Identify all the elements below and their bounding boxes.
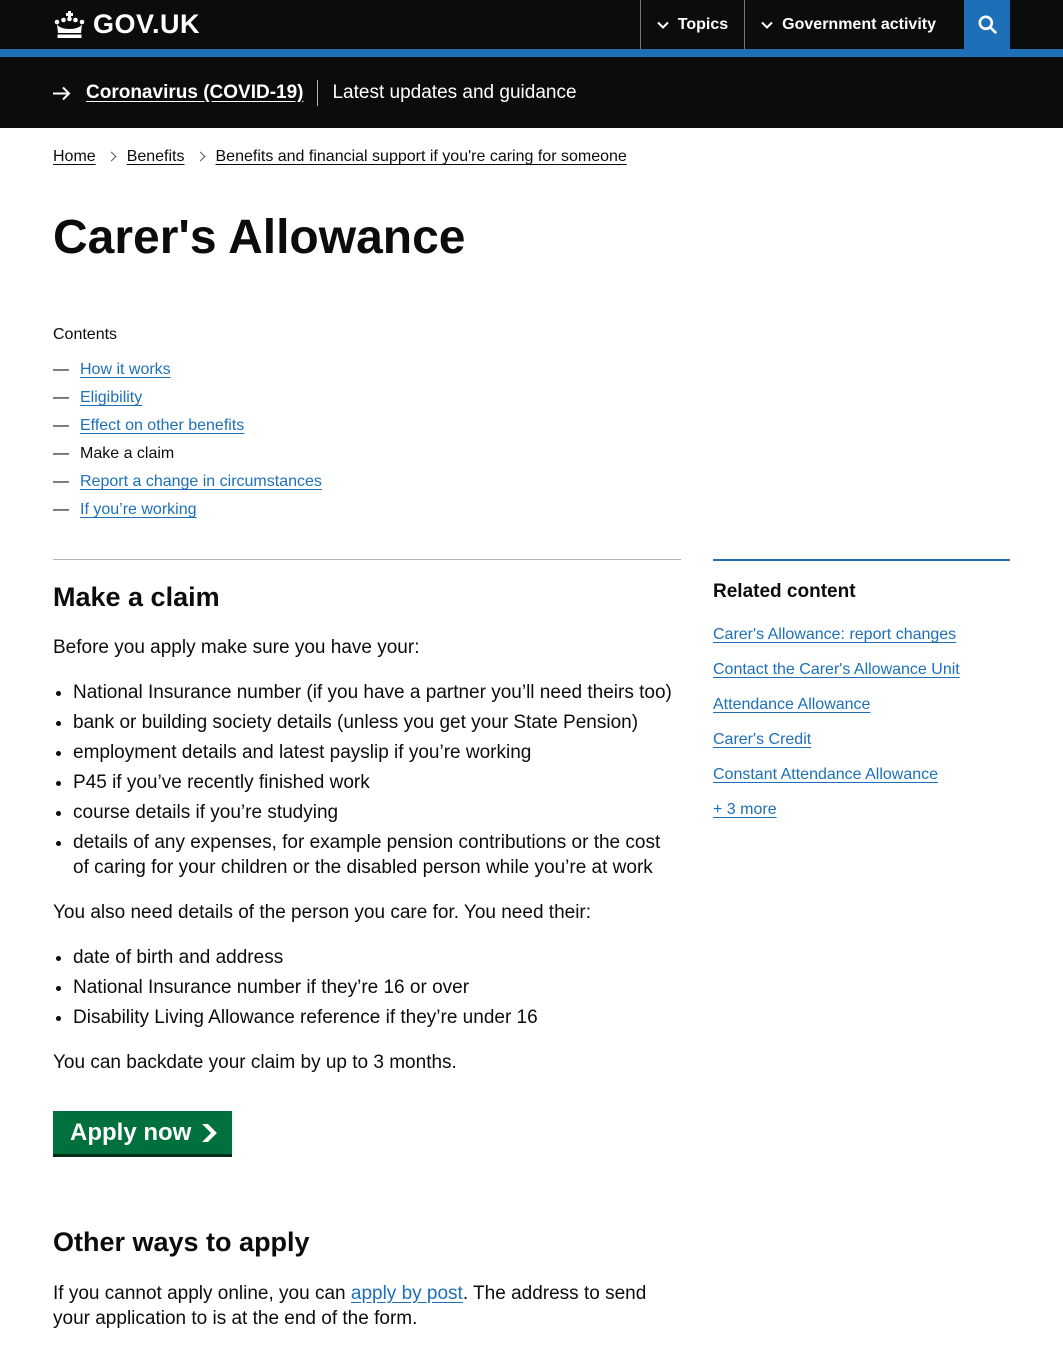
breadcrumb-link-benefits[interactable]: Benefits bbox=[126, 148, 185, 165]
apply-now-label: Apply now bbox=[70, 1119, 192, 1146]
apply-now-button[interactable] bbox=[53, 1111, 232, 1154]
contents-item bbox=[53, 444, 1010, 464]
list-item: • date of birth and address bbox=[73, 945, 681, 970]
contents-link-if-youre-working[interactable]: If you’re working bbox=[80, 501, 197, 518]
contents-item bbox=[53, 388, 1010, 408]
related-link-report-changes[interactable]: Carer's Allowance: report changes bbox=[713, 626, 957, 643]
chevron-right-icon bbox=[106, 152, 116, 162]
nav-item-topics[interactable] bbox=[640, 0, 744, 49]
section-heading: Other ways to apply bbox=[53, 1227, 310, 1257]
dash-icon: — bbox=[53, 389, 69, 406]
related-content-heading: Related content bbox=[713, 581, 856, 602]
breadcrumb-link-home[interactable]: Home bbox=[53, 148, 96, 165]
dash-icon: — bbox=[53, 361, 69, 378]
requirements-list bbox=[53, 680, 681, 880]
nav-item-label: Government activity bbox=[782, 15, 936, 33]
contents-current-make-a-claim: Make a claim bbox=[80, 445, 175, 462]
list-item: • details of any expenses, for example pension contributions or the cost of caring for your children or the disabled person while you’re at work bbox=[73, 830, 681, 880]
section-heading: Make a claim bbox=[53, 582, 220, 612]
contents-item bbox=[53, 472, 1010, 492]
breadcrumb bbox=[53, 128, 1010, 167]
backdate-paragraph: You can backdate your claim by up to 3 months. bbox=[53, 1052, 457, 1073]
chevron-right-icon bbox=[195, 152, 205, 162]
paragraph-text: . The address to send your application to is at the end of the form. bbox=[53, 1283, 647, 1329]
list-item: • Disability Living Allowance reference if they’re under 16 bbox=[73, 1005, 681, 1030]
banner-divider bbox=[317, 80, 318, 106]
related-link-constant-attendance[interactable]: Constant Attendance Allowance bbox=[713, 766, 939, 783]
contents-link-how-it-works[interactable]: How it works bbox=[80, 361, 171, 378]
site-header bbox=[0, 0, 1063, 57]
crown-icon bbox=[53, 11, 86, 39]
related-link-contact-unit[interactable]: Contact the Carer's Allowance Unit bbox=[713, 661, 960, 678]
list-item: • employment details and latest payslip if you’re working bbox=[73, 740, 681, 765]
contents-item bbox=[53, 500, 1010, 520]
arrow-right-icon bbox=[53, 86, 72, 101]
chevron-down-icon bbox=[657, 21, 669, 29]
related-more-link[interactable]: + 3 more bbox=[713, 801, 777, 818]
intro-paragraph: Before you apply make sure you have your: bbox=[53, 637, 420, 658]
related-link-attendance-allowance[interactable]: Attendance Allowance bbox=[713, 696, 871, 713]
covid-banner-link[interactable]: Coronavirus (COVID-19) bbox=[86, 82, 304, 103]
page-title: Carer's Allowance bbox=[53, 211, 466, 264]
list-item: • National Insurance number if they’re 16 or over bbox=[73, 975, 681, 1000]
make-a-claim-section bbox=[53, 559, 681, 1154]
person-details-list bbox=[53, 945, 681, 1030]
contents-label: Contents bbox=[53, 326, 118, 343]
contents-link-eligibility[interactable]: Eligibility bbox=[80, 389, 143, 406]
other-ways-paragraph bbox=[53, 1281, 681, 1331]
contents-item bbox=[53, 360, 1010, 380]
dash-icon: — bbox=[53, 417, 69, 434]
covid-banner-text: Latest updates and guidance bbox=[332, 82, 577, 103]
paragraph-text: If you cannot apply online, you can bbox=[53, 1283, 351, 1304]
main-content bbox=[53, 559, 681, 1351]
contents-item bbox=[53, 416, 1010, 436]
nav-item-label: Topics bbox=[677, 15, 729, 33]
contents-link-report-a-change[interactable]: Report a change in circumstances bbox=[80, 473, 322, 490]
list-item: • P45 if you’ve recently finished work bbox=[73, 770, 681, 795]
apply-by-post-link[interactable]: apply by post bbox=[350, 1283, 463, 1304]
header-nav bbox=[640, 0, 1010, 49]
person-details-paragraph: You also need details of the person you care for. You need their: bbox=[53, 902, 592, 923]
dash-icon: — bbox=[53, 501, 69, 518]
list-item: • bank or building society details (unless you get your State Pension) bbox=[73, 710, 681, 735]
nav-item-government-activity[interactable] bbox=[744, 0, 952, 49]
logo-text: GOV.UK bbox=[93, 9, 201, 39]
start-arrow-icon bbox=[202, 1124, 217, 1142]
breadcrumb-link-caring-support[interactable]: Benefits and financial support if you're caring for someone bbox=[215, 148, 627, 165]
govuk-logo[interactable] bbox=[53, 0, 200, 49]
related-link-carers-credit[interactable]: Carer's Credit bbox=[713, 731, 812, 748]
dash-icon: — bbox=[53, 445, 69, 462]
list-item: • National Insurance number (if you have a partner you’ll need theirs too) bbox=[73, 680, 681, 705]
search-button[interactable] bbox=[964, 0, 1010, 49]
chevron-down-icon bbox=[761, 21, 773, 29]
covid-banner bbox=[0, 57, 1063, 128]
other-ways-section bbox=[53, 1227, 681, 1331]
dash-icon: — bbox=[53, 473, 69, 490]
list-item: • course details if you’re studying bbox=[73, 800, 681, 825]
related-content-sidebar bbox=[713, 559, 1010, 835]
contents-nav bbox=[53, 325, 1010, 520]
search-icon bbox=[977, 14, 998, 35]
contents-link-effect-on-other-benefits[interactable]: Effect on other benefits bbox=[80, 417, 245, 434]
